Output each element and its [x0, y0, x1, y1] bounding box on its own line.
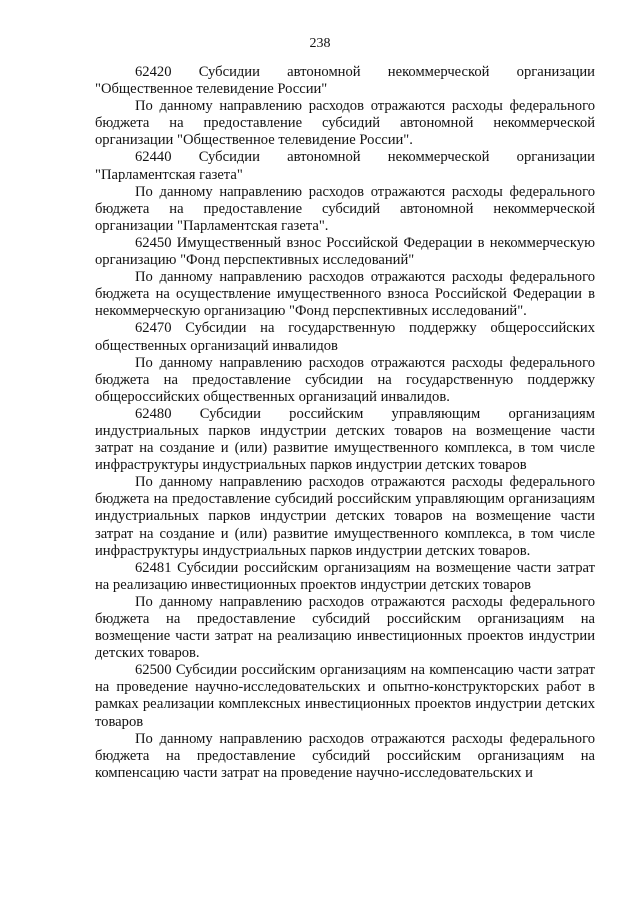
- entry-62480-heading: 62480 Субсидии российским управляющим организациям индустриальных парков индустрии детских товаров на возмещение части затрат на создание и (или) развитие имущественного комплекса, в том числе инфраструктуры индустриальных парков индустрии детских товаров: [95, 405, 595, 474]
- entry-62481-description: По данному направлению расходов отражаются расходы федерального бюджета на предоставление субсидий российским организациям на возмещение части затрат на реализацию инвестиционных проектов индустрии детских товаров.: [95, 593, 595, 662]
- entry-62440-heading: 62440 Субсидии автономной некоммерческой организации "Парламентская газета": [95, 149, 595, 183]
- entry-62470-heading: 62470 Субсидии на государственную поддержку общероссийских общественных организаций инвалидов: [95, 320, 595, 354]
- entry-62470-description: По данному направлению расходов отражаются расходы федерального бюджета на предоставление субсидии на государственную поддержку общероссийских общественных организаций инвалидов.: [95, 354, 595, 405]
- entry-62481-heading: 62481 Субсидии российским организациям на возмещение части затрат на реализацию инвестиционных проектов индустрии детских товаров: [95, 559, 595, 593]
- entry-62450-description: По данному направлению расходов отражаются расходы федерального бюджета на осуществление имущественного взноса Российской Федерации в некоммерческую организацию "Фонд перспективных исследований".: [95, 269, 595, 320]
- entry-62500-description: По данному направлению расходов отражаются расходы федерального бюджета на предоставление субсидий российским организациям на компенсацию части затрат на проведение научно-исследовательских и: [95, 730, 595, 781]
- entry-62500-heading: 62500 Субсидии российским организациям на компенсацию части затрат на проведение научно-исследовательских и опытно-конструкторских работ в рамках реализации комплексных инвестиционных проектов индустрии детских товаров: [95, 662, 595, 730]
- entry-62440-description: По данному направлению расходов отражаются расходы федерального бюджета на предоставление субсидий автономной некоммерческой организации "Парламентская газета".: [95, 183, 595, 234]
- document-body: [95, 64, 595, 782]
- entry-62480-description: По данному направлению расходов отражаются расходы федерального бюджета на предоставление субсидий российским управляющим организациям индустриальных парков индустрии детских товаров на возмещение части затрат на создание и (или) развитие имущественного комплекса, в том числе инфраструктуры индустриальных парков индустрии детских товаров.: [95, 474, 595, 559]
- page-number: 238: [309, 36, 331, 51]
- entry-62420-heading: 62420 Субсидии автономной некоммерческой организации "Общественное телевидение России": [95, 64, 595, 98]
- entry-62420-description: По данному направлению расходов отражаются расходы федерального бюджета на предоставление субсидий автономной некоммерческой организации "Общественное телевидение России".: [95, 98, 595, 149]
- entry-62450-heading: 62450 Имущественный взнос Российской Федерации в некоммерческую организацию "Фонд перспективных исследований": [95, 234, 595, 269]
